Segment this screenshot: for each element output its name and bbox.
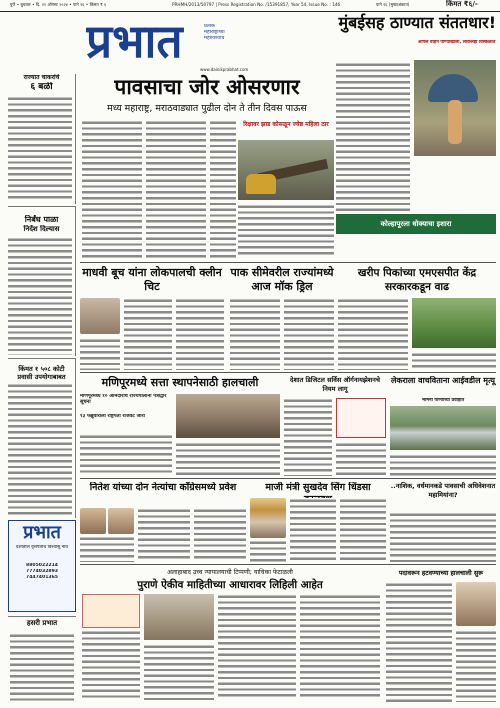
court-headline: पुराणे ऐकीव माहितीच्या आधारावर लिहिली आहेत [137, 579, 323, 591]
digital-headline: देशात डिजिटल सर्विस ऑर्गनायझेशनचे नियम लागू [290, 376, 380, 393]
website: www.dainikprabhat.com [200, 67, 249, 72]
congress-body-1 [80, 536, 134, 562]
court-kicker: अलाहाबाद उच्च न्यायालयाची टिप्पणी; याचिका फेटाळली [167, 569, 293, 576]
court-body-4 [300, 594, 380, 700]
bottom-right-body [386, 582, 452, 702]
ad-brand: प्रभात [23, 522, 61, 543]
bottom-right-portrait [456, 582, 496, 626]
rickshaw-story [238, 120, 334, 260]
lead-body-col-1 [82, 120, 142, 260]
left-story-3-headline: किंमत १ ५०८ कोटी [18, 365, 65, 373]
manipur-headline: मणिपूरमध्ये सत्ता स्थापनेसाठी हालचाली [101, 376, 259, 389]
manipur-photo [176, 394, 280, 438]
kolhapur-alert [336, 214, 496, 234]
kolhapur-alert-title: कोल्हापूरला धोक्याचा इशारा [380, 220, 452, 228]
teaser-caption: आपले वाहने पाण्याखाली, लोकलही विस्कळीत [418, 40, 496, 45]
top-dateline-strip [0, 0, 500, 12]
manipur-story [80, 376, 280, 476]
court-inset [82, 594, 140, 628]
bach-body-2 [176, 298, 224, 370]
tree-collapse-photo [238, 140, 334, 200]
row4-bottom-rule [80, 564, 496, 565]
lead-headline: पावसाचा जोर ओसरणार [114, 75, 300, 99]
row3-bottom-rule [80, 478, 496, 479]
leader-photo-2 [108, 508, 134, 534]
bach-body-3 [80, 338, 120, 370]
ad-contact-3: 7447401365 [26, 574, 58, 580]
court-body-2 [144, 644, 214, 700]
manipur-body-1 [80, 434, 172, 476]
bach-body-1 [124, 298, 172, 370]
person-shape [448, 100, 462, 144]
digital-story [284, 376, 386, 476]
left-story-1-kicker: राज्यात चाकरांचे [23, 74, 60, 81]
row2-story-left [80, 266, 224, 370]
left-story-2-subhead: निर्देश दिल्यास [23, 225, 60, 233]
manipur-bullet-2: १३ फेब्रुवारीला राष्ट्रपती राजवट जारी [80, 414, 145, 419]
leader-photo-1 [80, 508, 106, 534]
manipur-body-2 [176, 442, 280, 476]
farm-photo [412, 298, 496, 348]
masthead-title: प्रभात [86, 14, 183, 68]
umbrella-shape [428, 74, 478, 102]
ad-contact-1: 8805022214 [26, 563, 58, 568]
mockdrill-body-2 [284, 298, 334, 370]
left-story-1-headline: ६ बळी [30, 82, 53, 92]
bottom-right-headline: पदावरून हटवण्याच्या हालचाली सुरू [398, 569, 484, 577]
bach-headline: माधवी बूच यांना लोकपालची क्लीन चिट [82, 266, 222, 293]
dhindsa-body-1 [290, 498, 336, 562]
umbrella-photo [414, 60, 496, 156]
left-column-story-3 [8, 358, 76, 518]
lead-body-col-3 [210, 120, 236, 260]
left-story-2-headline: निर्बंध पाळा [24, 215, 59, 224]
left-story-3-subhead: प्रवासी उपयोगाबाबत [17, 373, 66, 381]
madhabi-photo [80, 298, 120, 334]
teaser-box [336, 12, 496, 234]
digital-inset [336, 398, 386, 438]
right-row4-body [390, 512, 496, 562]
row2-story-mid [230, 266, 334, 370]
dhindsa-photo [250, 498, 286, 538]
left-column-story-1 [8, 74, 76, 204]
lead-body-col-2 [146, 120, 206, 260]
msp-headline: खरीप पिकांच्या एमएसपीत केंद्र सरकारकडून वाढ [357, 267, 477, 293]
dhindsa-body-2 [340, 498, 386, 562]
manipur-bullet-1: मणिपूरमध्ये १० आमदारांचे राज्यपालांना पत्राद्वारे सूचना [80, 394, 167, 405]
left-story-1-body [8, 96, 72, 202]
congress-body-3 [194, 508, 246, 562]
dhindsa-body-3 [250, 540, 286, 562]
dhindsa-story [250, 482, 386, 562]
dhindsa-headline: माजी मंत्री सुखदेव सिंग धिंडसा [265, 482, 371, 493]
dateline: पुणे • बुधवार • दि. २१ ऑगस्ट २०२४ • पाने १६ • किंमत ₹ ६ [10, 2, 107, 7]
hasri-prabhat-label: हसरी प्रभात [26, 619, 58, 627]
rain-death-subhead: भामनी पाण्याच्या प्रवाहात [421, 398, 465, 403]
congress-body-2 [138, 508, 190, 562]
court-building-photo [144, 594, 214, 640]
prabhat-ad [8, 520, 76, 612]
row2-story-right [338, 266, 496, 370]
rickshaw-body [238, 204, 334, 258]
mockdrill-body-1 [230, 298, 280, 370]
tagline-line-3: महाविश्वाचे [204, 35, 225, 41]
bottom-right-body-2 [456, 630, 496, 702]
ad-line: देशातील वृत्तपत्राचे विश्वासू नाव [16, 545, 68, 550]
price: किंमत ₹६/- [446, 0, 478, 8]
tagline-line-1: प्रतीक [204, 24, 215, 29]
teaser-text [336, 62, 410, 212]
hasri-prabhat-box [8, 616, 76, 702]
waterfall-photo [390, 406, 496, 450]
rickshaw-shape [246, 174, 276, 194]
registration-line: PRHMH/2013/50797 | Press Registration No. /15391857, Year 54, Issue No. : 146 [172, 2, 341, 7]
msp-body-2 [412, 352, 496, 370]
rain-death-headline: लेकराला वाचविताना आईवडील मृत्यू [390, 376, 496, 385]
tagline-line-2: महाराष्ट्राच्या [204, 29, 225, 35]
right-row4-headline: ..नाशिक, वर्धमानकडे पावसाची अधिवेशनात महामियांना? [390, 482, 496, 499]
row2-bottom-rule [80, 372, 496, 373]
hasri-prabhat-body [10, 633, 74, 701]
court-body-1 [82, 630, 140, 700]
congress-story [80, 482, 246, 562]
rain-death-story [390, 376, 496, 476]
msp-body [338, 298, 408, 370]
left-story-2-body [8, 237, 72, 355]
masthead-tagline [204, 24, 252, 41]
congress-headline: नितेश यांच्या दोन नेत्यांचा काँग्रेसमध्ये प्रवेश [89, 482, 237, 493]
court-body-3 [218, 594, 296, 700]
page-count: पाने १६ (मुख्यअंकात) [376, 2, 410, 7]
right-row4-story [390, 482, 496, 562]
left-column-story-2 [8, 206, 76, 356]
rickshaw-headline: रिक्षावर झाड कोसळून ज्येष्ठ महिला ठार [243, 121, 329, 128]
lead-bottom-rule [80, 262, 496, 263]
masthead [10, 12, 254, 72]
lead-subhead: मध्य महाराष्ट्र, मराठवाड्यात पुढील दोन ते तीन दिवस पाऊस [107, 103, 307, 114]
left-story-3-body [8, 383, 72, 517]
teaser-headline: मुंबईसह ठाण्यात संततधार! [338, 13, 496, 32]
ad-contact-2: 7774032893 [26, 568, 58, 574]
digital-body-1 [284, 398, 332, 476]
rain-death-body [390, 454, 496, 476]
bottom-right-story [386, 568, 496, 702]
digital-body-2 [336, 442, 386, 476]
mockdrill-headline: पाक सीमेवरील राज्यांमध्ये आज मॉक ड्रिल [230, 266, 334, 293]
